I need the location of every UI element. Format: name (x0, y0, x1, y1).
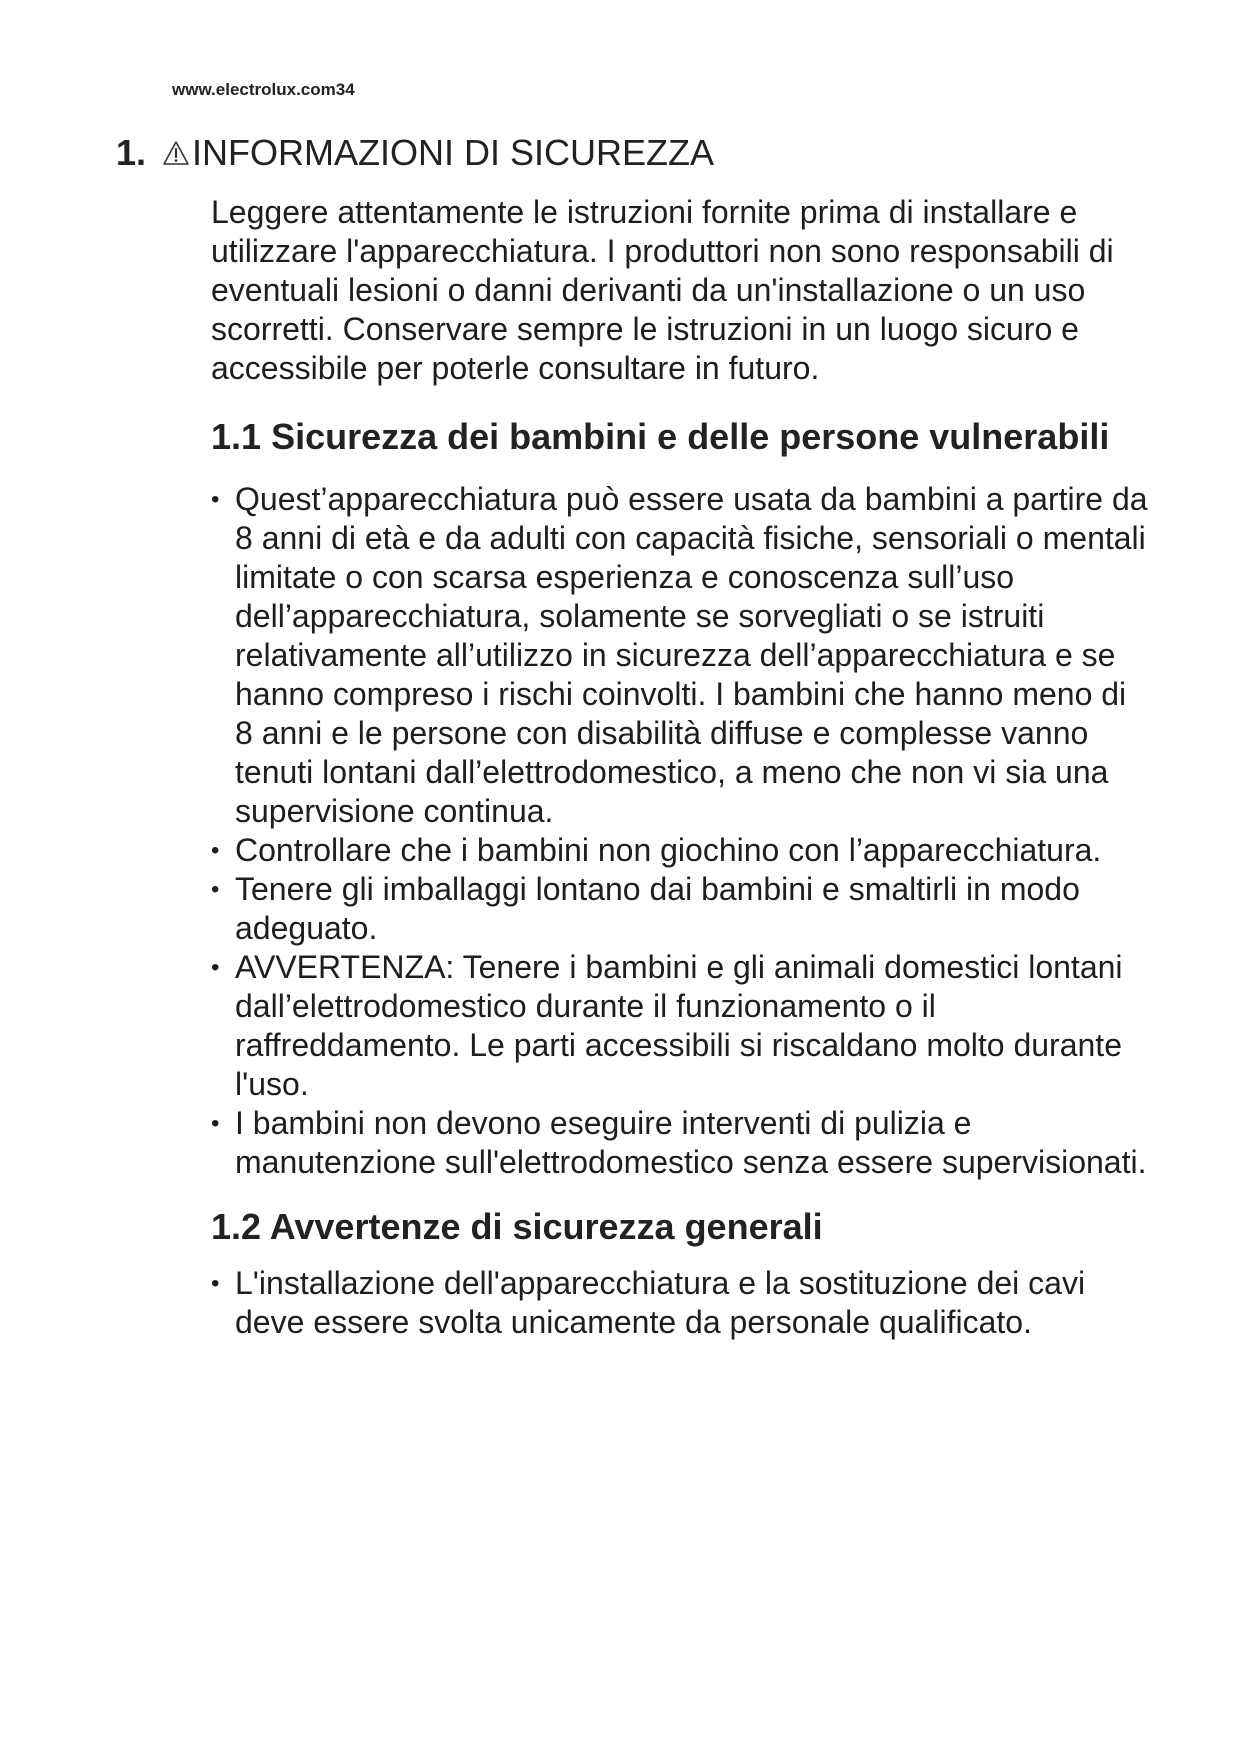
subheading-1-1 (211, 416, 1151, 458)
bullet-dot: • (211, 876, 220, 903)
subheading-title: Avvertenze di sicurezza generali (269, 1206, 823, 1247)
bullet-dot: • (211, 1110, 220, 1137)
list-item-text: L'installazione dell'apparecchiatura e la sostituzione dei cavi deve essere svolta unicamente da personale qualificato. (235, 1265, 1086, 1340)
list-item (211, 1104, 1151, 1182)
bullet-dot: • (211, 486, 220, 513)
bullet-dot: • (211, 837, 220, 864)
bullet-list-1-2 (211, 1264, 1151, 1342)
section-title-text: INFORMAZIONI DI SICUREZZA (192, 132, 715, 173)
subheading-number: 1.1 (211, 416, 262, 457)
warning-triangle-icon (162, 140, 190, 166)
list-item-text: Quest’apparecchiatura può essere usata da bambini a partire da 8 anni di età e da adulti con capacità fisiche, sensoriali o mentali limitate o con scarsa esperienza e conoscenza sull’uso dell’apparecchiatura, solamente se sorvegliati o se istruiti relativamente all’utilizzo in sicurezza dell’apparecchiatura e se hanno compreso i rischi coinvolti. I bambini che hanno meno di 8 anni e le persone con disabilità diffuse e complesse vanno tenuti lontani dall’elettrodomestico, a meno che non vi sia una supervisione continua. (235, 481, 1148, 829)
list-item (211, 831, 1151, 870)
bullet-list-1-1 (211, 480, 1151, 1182)
section-title (116, 132, 714, 174)
list-item (211, 948, 1151, 1104)
header-url: www.electrolux.com34 (172, 80, 355, 99)
subheading-title: Sicurezza dei bambini e delle persone vulnerabili (271, 416, 1110, 457)
content (211, 193, 1151, 1342)
list-item-text: I bambini non devono eseguire interventi di pulizia e manutenzione sull'elettrodomestico senza essere supervisionati. (235, 1105, 1147, 1180)
list-item-text: Tenere gli imballaggi lontano dai bambini e smaltirli in modo adeguato. (235, 871, 1080, 946)
subheading-number: 1.2 (211, 1206, 262, 1247)
list-item-text: AVVERTENZA: Tenere i bambini e gli animali domestici lontani dall’elettrodomestico durante il funzionamento o il raffreddamento. Le parti accessibili si riscaldano molto durante l'uso. (235, 949, 1123, 1102)
bullet-dot: • (211, 954, 220, 981)
list-item-text: Controllare che i bambini non giochino con l’apparecchiatura. (235, 832, 1102, 868)
list-item (211, 480, 1151, 831)
section-number: 1. (116, 132, 147, 173)
list-item (211, 1264, 1151, 1342)
bullet-dot: • (211, 1270, 220, 1297)
subheading-1-2 (211, 1206, 1151, 1248)
list-item (211, 870, 1151, 948)
intro-paragraph: Leggere attentamente le istruzioni fornite prima di installare e utilizzare l'apparecchiatura. I produttori non sono responsabili di eventuali lesioni o danni derivanti da un'installazione o un uso scorretti. Conservare sempre le istruzioni in un luogo sicuro e accessibile per poterle consultare in futuro. (211, 194, 1114, 386)
